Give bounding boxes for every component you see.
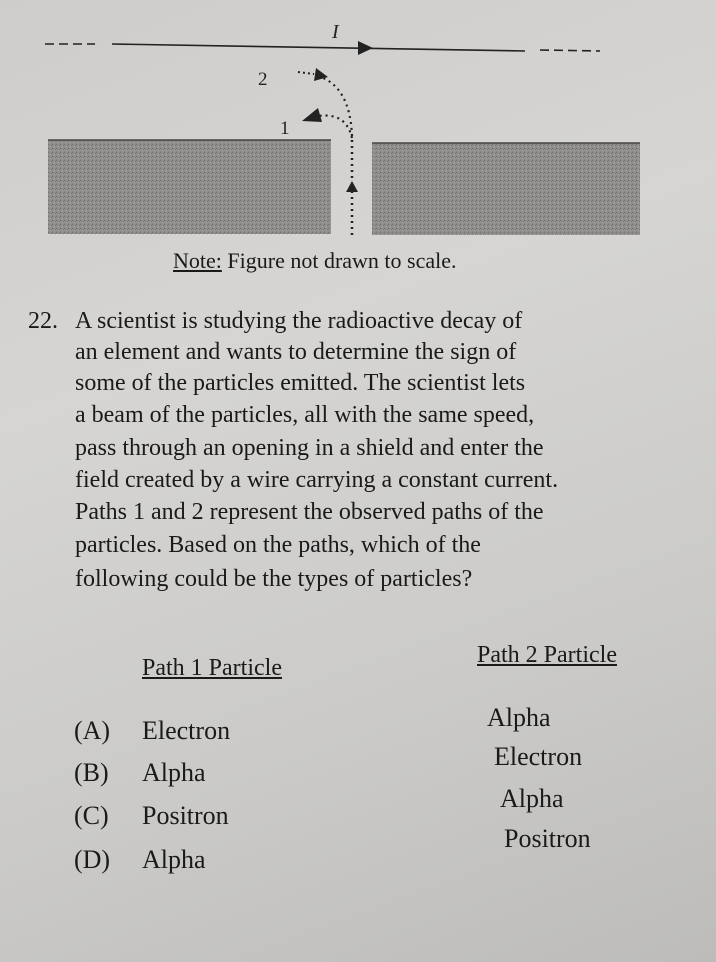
choice-a[interactable] xyxy=(74,716,230,746)
question-line: Paths 1 and 2 represent the observed paths of the xyxy=(75,499,544,525)
question-line: following could be the types of particles? xyxy=(75,566,473,592)
choice-path1: Electron xyxy=(142,716,231,745)
question-line: particles. Based on the paths, which of the xyxy=(75,532,481,558)
choice-c[interactable] xyxy=(74,801,229,831)
path-1-label: 1 xyxy=(280,118,290,139)
question-line: an element and wants to determine the sign of xyxy=(75,339,517,365)
path2-header: Path 2 Particle xyxy=(477,642,617,668)
question-line: some of the particles emitted. The scientist lets xyxy=(75,370,526,396)
choice-b[interactable] xyxy=(74,758,206,788)
physics-figure xyxy=(0,0,716,290)
shield-left xyxy=(48,140,331,234)
note-text: Figure not drawn to scale. xyxy=(221,248,457,273)
choice-letter: (B) xyxy=(74,758,109,787)
choice-b-path2: Electron xyxy=(494,742,583,771)
choice-path1: Alpha xyxy=(142,845,206,874)
choice-letter: (A) xyxy=(74,716,111,745)
question-line: A scientist is studying the radioactive decay of xyxy=(75,308,523,334)
choice-letter: (C) xyxy=(74,801,109,830)
choice-path1: Positron xyxy=(142,801,229,830)
question-number: 22. xyxy=(28,308,58,334)
choice-path1: Alpha xyxy=(142,758,206,787)
note-prefix: Note: xyxy=(173,248,222,273)
question-line: pass through an opening in a shield and enter the xyxy=(75,435,544,461)
choice-c-path2: Alpha xyxy=(500,784,564,813)
choice-d[interactable] xyxy=(74,845,206,875)
path-2 xyxy=(298,68,352,136)
figure-note xyxy=(173,248,457,274)
wire xyxy=(45,41,600,55)
choice-d-path2: Positron xyxy=(504,824,591,853)
shield-right xyxy=(372,143,640,235)
particle-beam xyxy=(346,140,358,235)
path1-header: Path 1 Particle xyxy=(142,655,282,681)
question-line: a beam of the particles, all with the same speed, xyxy=(75,402,535,428)
choice-a-path2: Alpha xyxy=(487,703,551,732)
path-2-label: 2 xyxy=(258,69,268,90)
current-label: I xyxy=(332,21,339,43)
choice-letter: (D) xyxy=(74,845,111,874)
path-1 xyxy=(302,108,352,138)
question-line: field created by a wire carrying a constant current. xyxy=(75,467,559,493)
